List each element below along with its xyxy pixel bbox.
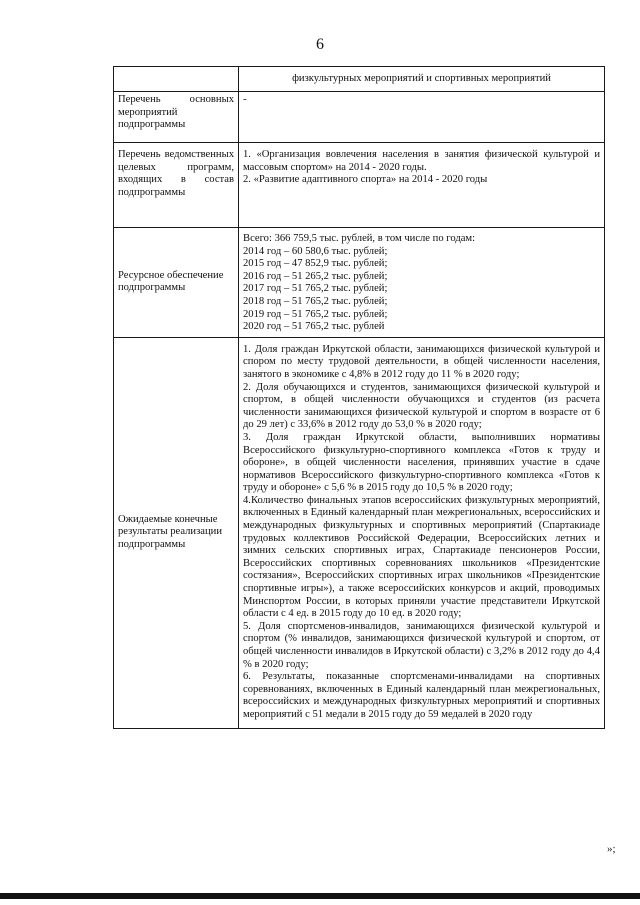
row-label: Перечень ведомственных целевых программ, входящих в состав подпрограммы <box>114 143 239 228</box>
content-line: 3. Доля граждан Иркутской области, выполнивших нормативы Всероссийского физкультурно-спортивного комплекса «Готов к труду и обороне», в общей численности населения, принявших участие в сдаче нормативов Всероссийского физкультурно-спортивного комплекса «Готов к труду и обороне» с 5,6 % в 2015 году до 10,5 % в 2020 году; <box>243 431 600 494</box>
content-line: 2018 год – 51 765,2 тыс. рублей; <box>243 295 388 307</box>
content-line: 1. «Организация вовлечения населения в занятия физической культурой и массовым спортом» на 2014 - 2020 годы. <box>243 149 600 173</box>
row-label: Перечень основных мероприятий подпрограммы <box>114 92 239 143</box>
content-line: 2020 год – 51 765,2 тыс. рублей <box>243 321 385 333</box>
table-row <box>114 228 605 338</box>
row-content <box>239 143 605 228</box>
content-line: 1. Доля граждан Иркутской области, занимающихся физической культурой и спором по месту трудовой деятельности, в общей численности населения, занятого в экономике с 4,8% в 2012 году до 11 % в 2020 году; <box>243 343 600 380</box>
passport-table <box>113 66 605 729</box>
content-line: 6. Результаты, показанные спортсменами-инвалидами на спортивных соревнованиях, включенных в Единый календарный план межрегиональных, всероссийских и международных физкультурных мероприятий и спортивных мероприятий с 51 медали в 2015 году до 59 медалей в 2020 году <box>243 671 600 720</box>
content-line: физкультурных мероприятий и спортивных мероприятий <box>292 72 551 84</box>
closing-quote-mark: »; <box>607 843 616 855</box>
row-label <box>114 67 239 92</box>
row-label: Ресурсное обеспечение подпрограммы <box>114 228 239 338</box>
content-line: 5. Доля спортсменов-инвалидов, занимающихся физической культурой и спортом (% инвалидов, занимающихся физической культурой и спортом, от общей численности инвалидов в Иркутской области) с 3,2% в 2012 году до 4,4 % в 2020 году; <box>243 620 600 670</box>
content-line: 2016 год – 51 265,2 тыс. рублей; <box>243 270 388 282</box>
scan-edge-bar <box>0 893 640 899</box>
content-line: 2017 год – 51 765,2 тыс. рублей; <box>243 283 388 295</box>
content-line: 4.Количество финальных этапов всероссийских физкультурных мероприятий, включенных в Единый календарный план межрегиональных, всероссийских и международных физкультурных и спортивных мероприятий (Спартакиаде трудовых коллективов Российской Федерации, Всероссийских летних и зимних сельских спортивных играх, Спартакиаде пенсионеров России, Всероссийских спортивных соревнованиях школьников «Президентские состязания», Всероссийских спортивных играх школьников «Президентские спортивные игры»), а также всероссийских конкурсов и акций, проводимых Минспортом России, в которых приняли участие представители Иркутской области с 4 ед. в 2015 году до 10 ед. в 2020 году; <box>243 494 600 620</box>
table-row <box>114 67 605 92</box>
row-label: Ожидаемые конечные результаты реализации подпрограммы <box>114 337 239 728</box>
table-row <box>114 337 605 728</box>
page-number: 6 <box>316 36 324 53</box>
table-row <box>114 143 605 228</box>
content-line: Всего: 366 759,5 тыс. рублей, в том числе по годам: <box>243 233 476 244</box>
content-line: 2. «Развитие адаптивного спорта» на 2014 - 2020 годы <box>243 174 488 186</box>
row-content <box>239 67 605 92</box>
row-content <box>239 337 605 728</box>
content-line: 2014 год – 60 580,6 тыс. рублей; <box>243 245 388 257</box>
content-line: 2019 год – 51 765,2 тыс. рублей; <box>243 308 388 320</box>
table-row <box>114 92 605 143</box>
row-content <box>239 92 605 143</box>
content-line: - <box>243 94 247 105</box>
content-line: 2015 год – 47 852,9 тыс. рублей; <box>243 258 388 270</box>
row-content <box>239 228 605 338</box>
content-line: 2. Доля обучающихся и студентов, занимающихся физической культурой и спортом, в общей численности обучающихся и студентов (из расчета численности занимающихся физической культурой и спортом в возрасте от 6 до 29 лет) с 33,6% в 2012 году до 53,0 % в 2020 году; <box>243 381 600 431</box>
